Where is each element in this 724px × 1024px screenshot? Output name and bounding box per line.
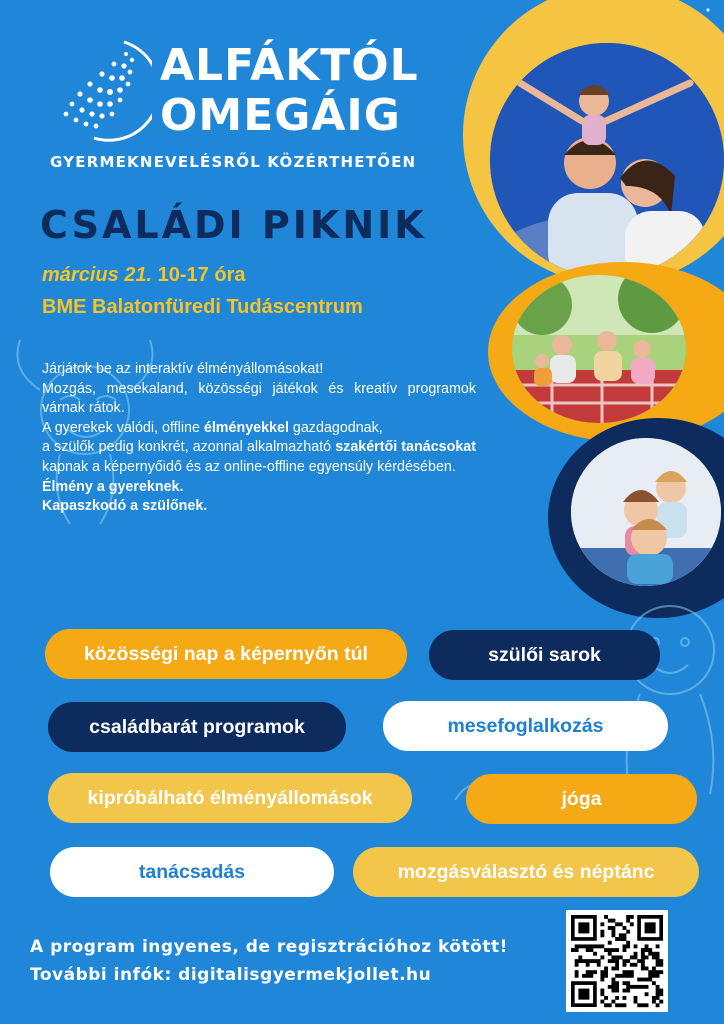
footer-info-link[interactable]: További infók: digitalisgyermekjollet.hu xyxy=(30,965,432,985)
subtitle: GYERMEKNEVELÉSRŐL KÖZÉRTHETŐEN xyxy=(50,153,417,171)
picnic-photo xyxy=(512,275,686,423)
tag-yoga: jóga xyxy=(466,774,697,824)
tag-counseling: tanácsadás xyxy=(50,847,334,897)
event-title: CSALÁDI PIKNIK xyxy=(40,203,427,247)
globe-logo-icon xyxy=(46,36,152,142)
desc-line-3: A gyerekek valódi, offline élményekkel gazdagodnak, xyxy=(42,419,383,436)
desc-line-2: Mozgás, mesekaland, közösségi játékok és kreatív programok várnak rátok. xyxy=(42,380,476,417)
tag-parents-corner: szülői sarok xyxy=(429,630,660,680)
desc-line-1: Járjátok be az interaktív élményállomásokat! xyxy=(42,361,324,377)
description xyxy=(42,360,476,517)
children-photo xyxy=(571,438,721,586)
event-date xyxy=(42,264,245,287)
event-date-day: március 21. xyxy=(42,264,153,286)
qr-code-icon[interactable] xyxy=(566,910,668,1012)
tag-community-day: közösségi nap a képernyőn túl xyxy=(45,629,407,679)
tag-family-programs: családbarát programok xyxy=(48,702,346,752)
desc-line-4: a szülők pedig konkrét, azonnal alkalmazható szakértői tanácsokat kapnak a képernyőidő és az online-offline egyensúly kérdésében. xyxy=(42,439,476,475)
footer-registration-note: A program ingyenes, de regisztrációhoz kötött! xyxy=(30,937,508,957)
tag-folk-dance: mozgásválasztó és néptánc xyxy=(353,847,699,897)
tag-storytelling: mesefoglalkozás xyxy=(383,701,668,751)
event-time: 10-17 óra xyxy=(157,264,246,286)
title-line-2: OMEGÁIG xyxy=(160,90,401,141)
desc-line-5: Élmény a gyereknek. xyxy=(42,478,184,495)
desc-line-6: Kapaszkodó a szülőnek. xyxy=(42,498,208,515)
tag-experience-stations: kipróbálható élményállomások xyxy=(48,773,412,823)
family-photo xyxy=(490,43,724,277)
event-venue: BME Balatonfüredi Tudáscentrum xyxy=(42,296,363,318)
title-line-1: ALFÁKTÓL xyxy=(160,40,419,91)
